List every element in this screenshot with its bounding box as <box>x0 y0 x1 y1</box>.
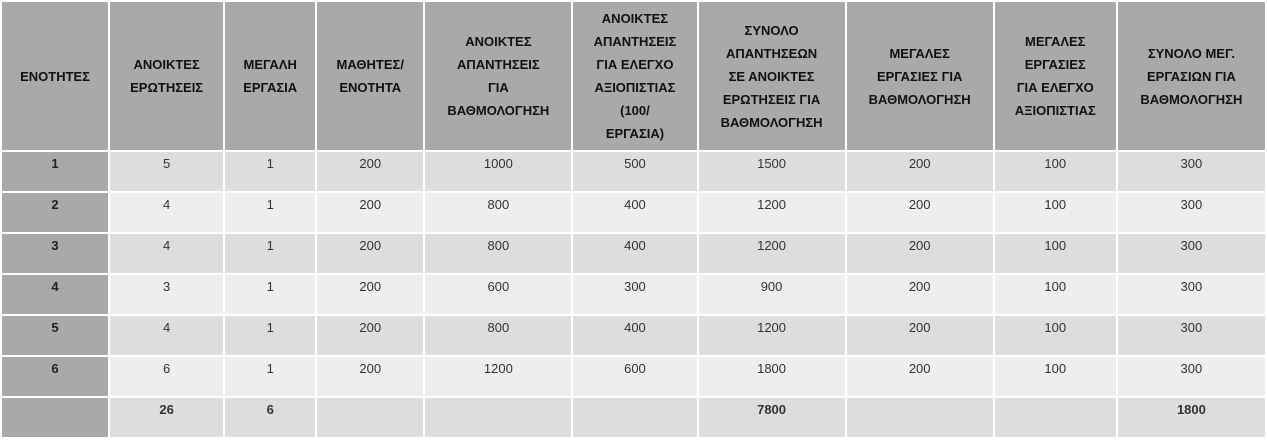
table-cell: 4 <box>110 193 223 232</box>
table-cell <box>425 398 571 437</box>
table-cell: 800 <box>425 234 571 273</box>
table-cell: 1500 <box>699 152 845 191</box>
totals-label-cell <box>2 398 108 437</box>
table-cell: 300 <box>573 275 696 314</box>
table-cell: 1000 <box>425 152 571 191</box>
table-cell: 300 <box>1118 275 1265 314</box>
table-cell: 200 <box>847 275 993 314</box>
table-cell: 3 <box>110 275 223 314</box>
header-units: ΕΝΟΤΗΤΕΣ <box>2 2 108 150</box>
table-cell: 100 <box>995 316 1116 355</box>
unit-number: 6 <box>2 357 108 396</box>
table-cell: 1 <box>225 193 315 232</box>
table-header <box>2 2 1265 150</box>
header-total-open-answers: ΣΥΝΟΛΟ ΑΠΑΝΤΗΣΕΩΝ ΣΕ ΑΝΟΙΚΤΕΣ ΕΡΩΤΗΣΕΙΣ ΓΙΑ ΒΑΘΜΟΛΟΓΗΣΗ <box>699 2 845 150</box>
table-cell: 500 <box>573 152 696 191</box>
unit-number: 5 <box>2 316 108 355</box>
total-large-assignment: 6 <box>225 398 315 437</box>
table-cell: 4 <box>110 234 223 273</box>
table-cell: 400 <box>573 316 696 355</box>
unit-number: 3 <box>2 234 108 273</box>
table-cell: 4 <box>110 316 223 355</box>
table-cell: 6 <box>110 357 223 396</box>
table-cell: 200 <box>317 316 423 355</box>
unit-number: 4 <box>2 275 108 314</box>
header-total-large-assignments: ΣΥΝΟΛΟ ΜΕΓ. ΕΡΓΑΣΙΩΝ ΓΙΑ ΒΑΘΜΟΛΟΓΗΣΗ <box>1118 2 1265 150</box>
table-cell: 200 <box>847 234 993 273</box>
unit-number: 1 <box>2 152 108 191</box>
table-cell: 200 <box>317 152 423 191</box>
header-large-assignments-grading: ΜΕΓΑΛΕΣ ΕΡΓΑΣΙΕΣ ΓΙΑ ΒΑΘΜΟΛΟΓΗΣΗ <box>847 2 993 150</box>
table-cell: 200 <box>317 357 423 396</box>
table-cell: 400 <box>573 193 696 232</box>
header-open-questions: ΑΝΟΙΚΤΕΣ ΕΡΩΤΗΣΕΙΣ <box>110 2 223 150</box>
total-large-assignments: 1800 <box>1118 398 1265 437</box>
header-large-assignments-reliability: ΜΕΓΑΛΕΣ ΕΡΓΑΣΙΕΣ ΓΙΑ ΕΛΕΓΧΟ ΑΞΙΟΠΙΣΤΙΑΣ <box>995 2 1116 150</box>
table-cell: 300 <box>1118 316 1265 355</box>
table-cell: 900 <box>699 275 845 314</box>
table-cell: 1 <box>225 275 315 314</box>
table-cell: 1200 <box>699 234 845 273</box>
table-cell: 1200 <box>425 357 571 396</box>
table-cell: 100 <box>995 357 1116 396</box>
table-cell: 200 <box>847 316 993 355</box>
totals-row <box>2 398 1265 437</box>
header-students-per-unit: ΜΑΘΗΤΕΣ/ ΕΝΟΤΗΤΑ <box>317 2 423 150</box>
table-cell: 600 <box>425 275 571 314</box>
header-row <box>2 2 1265 150</box>
table-body <box>2 152 1265 437</box>
table-cell: 100 <box>995 234 1116 273</box>
table-cell: 600 <box>573 357 696 396</box>
header-open-answers-grading: ΑΝΟΙΚΤΕΣ ΑΠΑΝΤΗΣΕΙΣ ΓΙΑ ΒΑΘΜΟΛΟΓΗΣΗ <box>425 2 571 150</box>
table-cell: 300 <box>1118 234 1265 273</box>
table-row <box>2 357 1265 396</box>
header-open-answers-reliability: ΑΝΟΙΚΤΕΣ ΑΠΑΝΤΗΣΕΙΣ ΓΙΑ ΕΛΕΓΧΟ ΑΞΙΟΠΙΣΤΙΑΣ (100/ ΕΡΓΑΣΙΑ) <box>573 2 696 150</box>
table-cell: 1 <box>225 152 315 191</box>
table-cell: 200 <box>317 275 423 314</box>
table-cell: 300 <box>1118 152 1265 191</box>
total-open-questions: 26 <box>110 398 223 437</box>
table-cell: 300 <box>1118 193 1265 232</box>
table-row <box>2 275 1265 314</box>
table-cell <box>317 398 423 437</box>
table-cell: 100 <box>995 152 1116 191</box>
table-cell <box>573 398 696 437</box>
table-cell: 100 <box>995 275 1116 314</box>
table-cell: 800 <box>425 316 571 355</box>
table-cell: 1 <box>225 234 315 273</box>
header-large-assignment: ΜΕΓΑΛΗ ΕΡΓΑΣΙΑ <box>225 2 315 150</box>
table-cell: 800 <box>425 193 571 232</box>
table-row <box>2 234 1265 273</box>
table-cell: 200 <box>847 152 993 191</box>
table-cell <box>847 398 993 437</box>
table-cell: 200 <box>317 234 423 273</box>
table-cell: 1 <box>225 316 315 355</box>
table-cell: 200 <box>847 357 993 396</box>
table-cell: 1800 <box>699 357 845 396</box>
table-cell: 200 <box>317 193 423 232</box>
table-cell: 200 <box>847 193 993 232</box>
table-cell: 400 <box>573 234 696 273</box>
table-cell: 5 <box>110 152 223 191</box>
table-cell: 100 <box>995 193 1116 232</box>
table-cell: 1200 <box>699 316 845 355</box>
total-open-answers: 7800 <box>699 398 845 437</box>
table-cell <box>995 398 1116 437</box>
table-row <box>2 152 1265 191</box>
table-cell: 300 <box>1118 357 1265 396</box>
table-cell: 1200 <box>699 193 845 232</box>
table-row <box>2 193 1265 232</box>
table-row <box>2 316 1265 355</box>
unit-number: 2 <box>2 193 108 232</box>
table-cell: 1 <box>225 357 315 396</box>
